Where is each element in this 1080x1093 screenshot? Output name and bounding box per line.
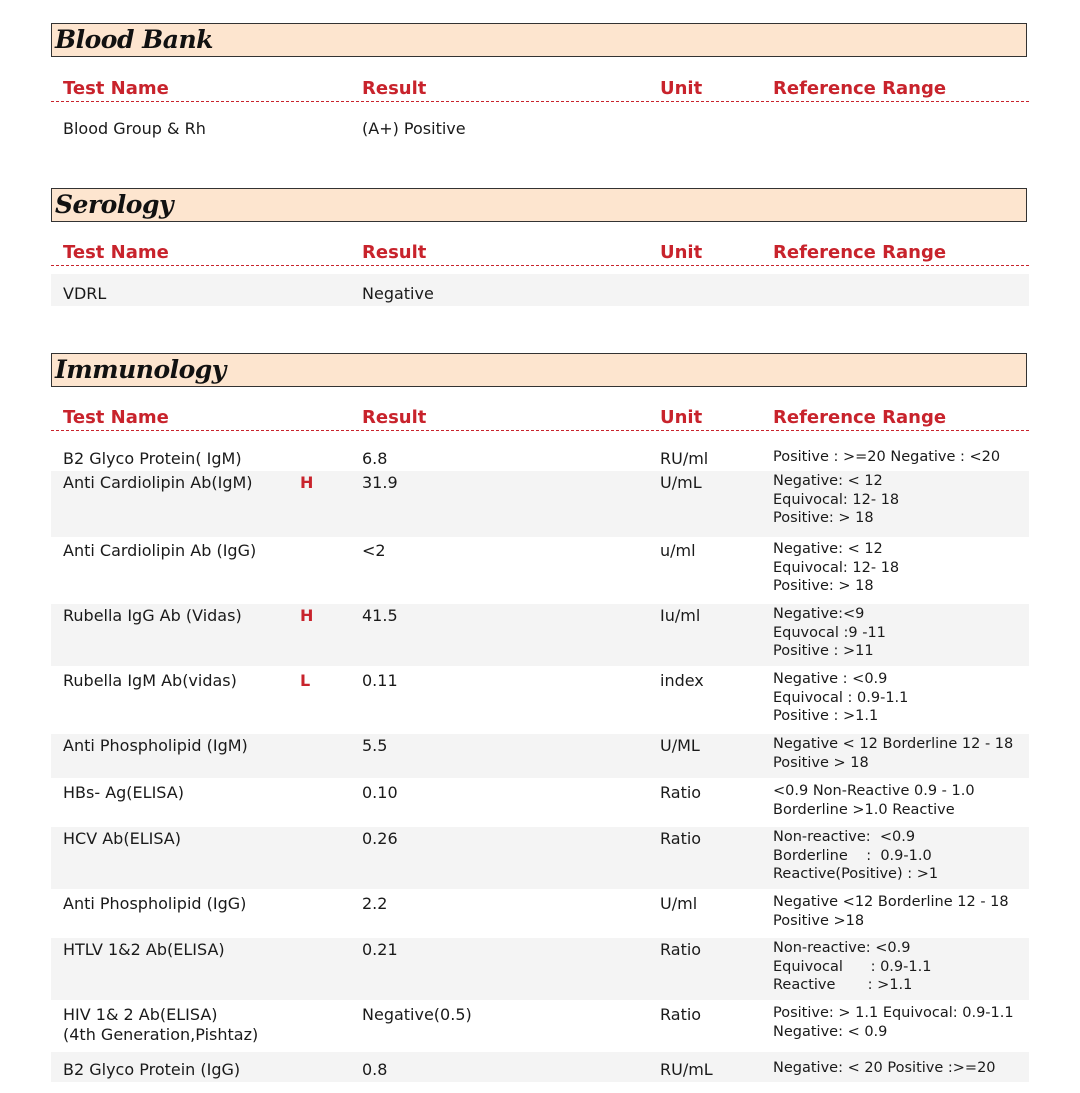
reference-range: Non-reactive: <0.9 Borderline : 0.9-1.0 Reactive(Positive) : >1 <box>773 829 939 883</box>
test-unit: Ratio <box>660 783 702 802</box>
test-name: HCV Ab(ELISA) <box>63 829 181 848</box>
header-reference-range: Reference Range <box>773 78 947 99</box>
table-row <box>51 734 1029 778</box>
test-name: Anti Cardiolipin Ab(IgM) <box>63 473 253 492</box>
reference-range: Non-reactive: <0.9 Equivocal : 0.9-1.1 Reactive : >1.1 <box>773 940 932 994</box>
test-result: 0.26 <box>362 829 398 848</box>
table-row <box>51 539 1029 601</box>
test-name: B2 Glyco Protein (IgG) <box>63 1060 241 1079</box>
test-result: (A+) Positive <box>362 119 466 138</box>
test-unit: U/ML <box>660 736 700 755</box>
header-result: Result <box>362 407 427 428</box>
table-row <box>51 892 1029 936</box>
table-row <box>51 447 1029 469</box>
table-row <box>51 119 1029 141</box>
test-name: HTLV 1&2 Ab(ELISA) <box>63 940 225 959</box>
test-name: HBs- Ag(ELISA) <box>63 783 184 802</box>
test-unit: u/ml <box>660 541 696 560</box>
header-result: Result <box>362 242 427 263</box>
reference-range: Negative: < 20 Positive :>=20 <box>773 1060 996 1076</box>
reference-range: Negative: < 12 Equivocal: 12- 18 Positive: > 18 <box>773 473 900 527</box>
test-unit: U/ml <box>660 894 698 913</box>
table-row <box>51 471 1029 537</box>
header-unit: Unit <box>660 407 703 428</box>
reference-range: Negative <12 Borderline 12 - 18 Positive >18 <box>773 894 1009 929</box>
test-name: Rubella IgG Ab (Vidas) <box>63 606 242 625</box>
header-test-name: Test Name <box>63 407 169 428</box>
reference-range: Negative: < 12 Equivocal: 12- 18 Positive: > 18 <box>773 541 900 595</box>
reference-range: Positive : >=20 Negative : <20 <box>773 449 1001 465</box>
reference-range: Negative : <0.9 Equivocal : 0.9-1.1 Positive : >1.1 <box>773 671 909 725</box>
table-row <box>51 669 1029 731</box>
test-unit: index <box>660 671 704 690</box>
test-result: 31.9 <box>362 473 398 492</box>
test-result: 0.11 <box>362 671 398 690</box>
test-result: 0.10 <box>362 783 398 802</box>
reference-range: Negative:<9 Equvocal :9 -11 Positive : >11 <box>773 606 886 660</box>
header-result: Result <box>362 78 427 99</box>
column-header-row <box>51 241 1029 266</box>
reference-range: Positive: > 1.1 Equivocal: 0.9-1.1 Negative: < 0.9 <box>773 1005 1014 1040</box>
test-result: 2.2 <box>362 894 388 913</box>
header-reference-range: Reference Range <box>773 407 947 428</box>
test-unit: Ratio <box>660 1005 702 1024</box>
reference-range: <0.9 Non-Reactive 0.9 - 1.0 Borderline >1.0 Reactive <box>773 783 975 818</box>
header-unit: Unit <box>660 78 703 99</box>
table-row <box>51 938 1029 1000</box>
test-result: Negative(0.5) <box>362 1005 472 1024</box>
header-reference-range: Reference Range <box>773 242 947 263</box>
test-result: 6.8 <box>362 449 388 468</box>
table-row <box>51 274 1029 306</box>
test-unit: RU/ml <box>660 449 709 468</box>
section-title-blood-bank: Blood Bank <box>51 23 1027 57</box>
column-header-row <box>51 77 1029 102</box>
test-result: Negative <box>362 284 434 303</box>
test-result: 0.21 <box>362 940 398 959</box>
test-unit: Ratio <box>660 829 702 848</box>
table-row <box>51 781 1029 825</box>
section-title-immunology: Immunology <box>51 353 1027 387</box>
test-result: 5.5 <box>362 736 388 755</box>
section-title-serology: Serology <box>51 188 1027 222</box>
test-unit: Ratio <box>660 940 702 959</box>
header-unit: Unit <box>660 242 703 263</box>
reference-range: Negative < 12 Borderline 12 - 18 Positive > 18 <box>773 736 1014 771</box>
test-name: Anti Phospholipid (IgM) <box>63 736 248 755</box>
column-header-row <box>51 406 1029 431</box>
test-name: Anti Cardiolipin Ab (IgG) <box>63 541 257 560</box>
test-name: Rubella IgM Ab(vidas) <box>63 671 237 690</box>
test-name: B2 Glyco Protein( IgM) <box>63 449 242 468</box>
table-row <box>51 1052 1029 1082</box>
header-test-name: Test Name <box>63 78 169 99</box>
test-name: HIV 1& 2 Ab(ELISA) (4th Generation,Pishtaz) <box>63 1005 259 1044</box>
test-result: 0.8 <box>362 1060 388 1079</box>
abnormal-flag: L <box>300 671 311 690</box>
test-result: 41.5 <box>362 606 398 625</box>
abnormal-flag: H <box>300 606 314 625</box>
abnormal-flag: H <box>300 473 314 492</box>
test-name: VDRL <box>63 284 107 303</box>
test-name: Blood Group & Rh <box>63 119 206 138</box>
table-row <box>51 604 1029 666</box>
test-unit: U/mL <box>660 473 702 492</box>
header-test-name: Test Name <box>63 242 169 263</box>
test-name: Anti Phospholipid (IgG) <box>63 894 247 913</box>
test-unit: RU/mL <box>660 1060 713 1079</box>
table-row <box>51 827 1029 889</box>
test-unit: Iu/ml <box>660 606 701 625</box>
test-result: <2 <box>362 541 386 560</box>
table-row <box>51 1003 1029 1049</box>
